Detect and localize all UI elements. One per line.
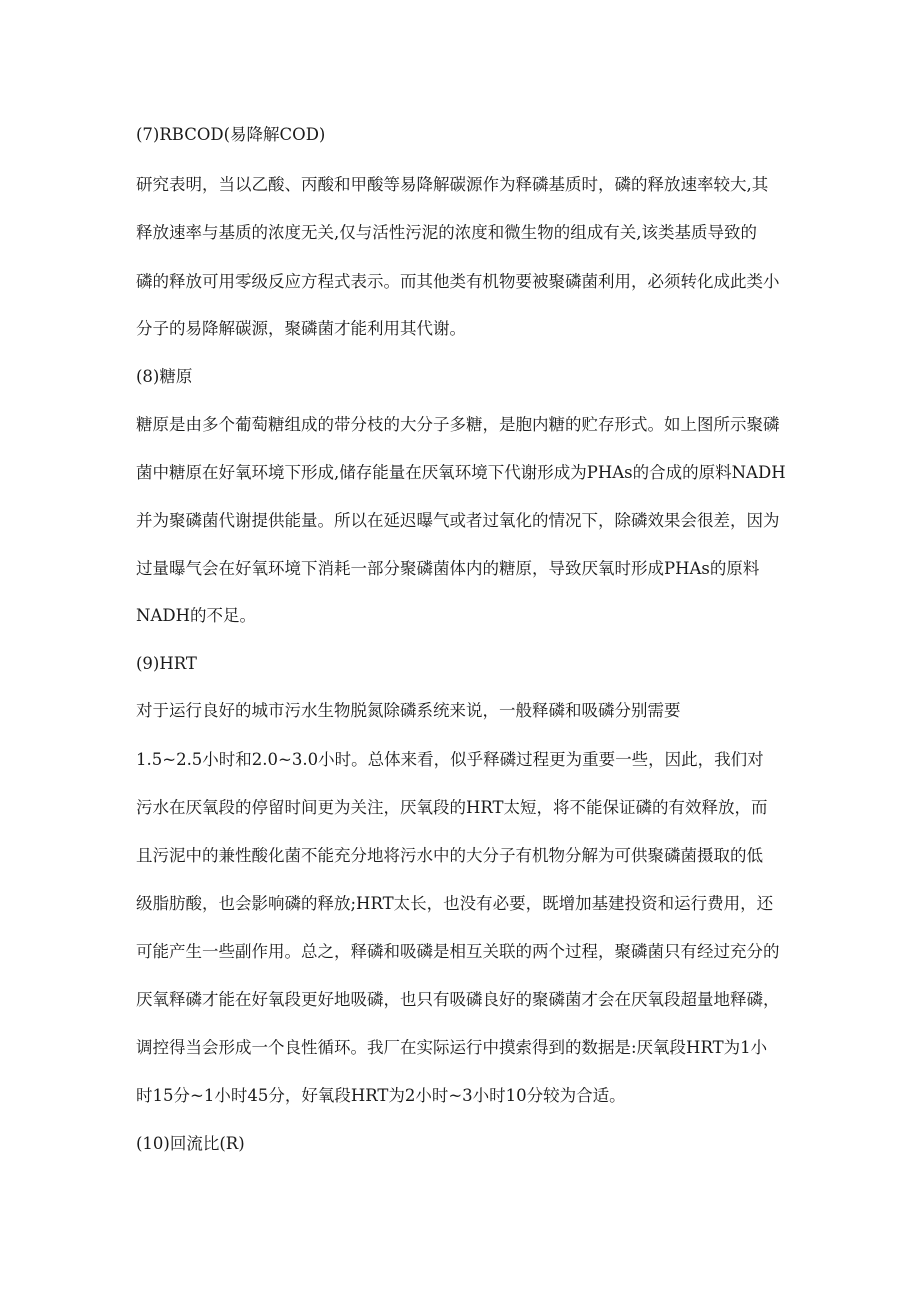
paragraph-line: 且污泥中的兼性酸化菌不能充分地将污水中的大分子有机物分解为可供聚磷菌摄取的低 xyxy=(136,846,763,865)
paragraph-line: 磷的释放可用零级反应方程式表示。而其他类有机物要被聚磷菌利用，必须转化成此类小 xyxy=(136,272,780,291)
paragraph-line: 过量曝气会在好氧环境下消耗一部分聚磷菌体内的糖原，导致厌氧时形成PHAs的原料 xyxy=(136,559,760,578)
paragraph-line: 可能产生一些副作用。总之，释磷和吸磷是相互关联的两个过程，聚磷菌只有经过充分的 xyxy=(136,942,780,961)
paragraph-line: 菌中糖原在好氧环境下形成,储存能量在厌氧环境下代谢形成为PHAs的合成的原料NADH xyxy=(136,463,786,482)
paragraph-line: 厌氧释磷才能在好氧段更好地吸磷，也只有吸磷良好的聚磷菌才会在厌氧段超量地释磷， xyxy=(136,990,780,1009)
paragraph-line: 分子的易降解碳源，聚磷菌才能利用其代谢。 xyxy=(136,319,466,338)
paragraph-line: 对于运行良好的城市污水生物脱氮除磷系统来说，一般释磷和吸磷分别需要 xyxy=(136,701,681,720)
paragraph-line: 糖原是由多个葡萄糖组成的带分枝的大分子多糖，是胞内糖的贮存形式。如上图所示聚磷 xyxy=(136,415,780,434)
paragraph-line: 污水在厌氧段的停留时间更为关注，厌氧段的HRT太短，将不能保证磷的有效释放，而 xyxy=(136,798,768,817)
paragraph-line: 研究表明，当以乙酸、丙酸和甲酸等易降解碳源作为释磷基质时，磷的释放速率较大,其 xyxy=(136,175,769,194)
section-heading-rbcod: (7)RBCOD(易降解COD) xyxy=(136,125,326,144)
paragraph-line: 时15分~1小时45分，好氧段HRT为2小时~3小时10分较为合适。 xyxy=(136,1086,626,1105)
section-heading-return-ratio: (10)回流比(R) xyxy=(136,1134,245,1153)
section-heading-glycogen: (8)糖原 xyxy=(136,367,193,386)
paragraph-line: 调控得当会形成一个良性循环。我厂在实际运行中摸索得到的数据是:厌氧段HRT为1小 xyxy=(136,1038,768,1057)
paragraph-line: 级脂肪酸，也会影响磷的释放;HRT太长，也没有必要，既增加基建投资和运行费用，还 xyxy=(136,894,774,913)
paragraph-line: NADH的不足。 xyxy=(136,606,256,625)
paragraph-line: 1.5~2.5小时和2.0~3.0小时。总体来看，似乎释磷过程更为重要一些，因此，我们对 xyxy=(136,750,764,769)
paragraph-line: 并为聚磷菌代谢提供能量。所以在延迟曝气或者过氧化的情况下，除磷效果会很差，因为 xyxy=(136,511,780,530)
section-heading-hrt: (9)HRT xyxy=(136,654,197,673)
paragraph-line: 释放速率与基质的浓度无关,仅与活性污泥的浓度和微生物的组成有关,该类基质导致的 xyxy=(136,223,757,242)
